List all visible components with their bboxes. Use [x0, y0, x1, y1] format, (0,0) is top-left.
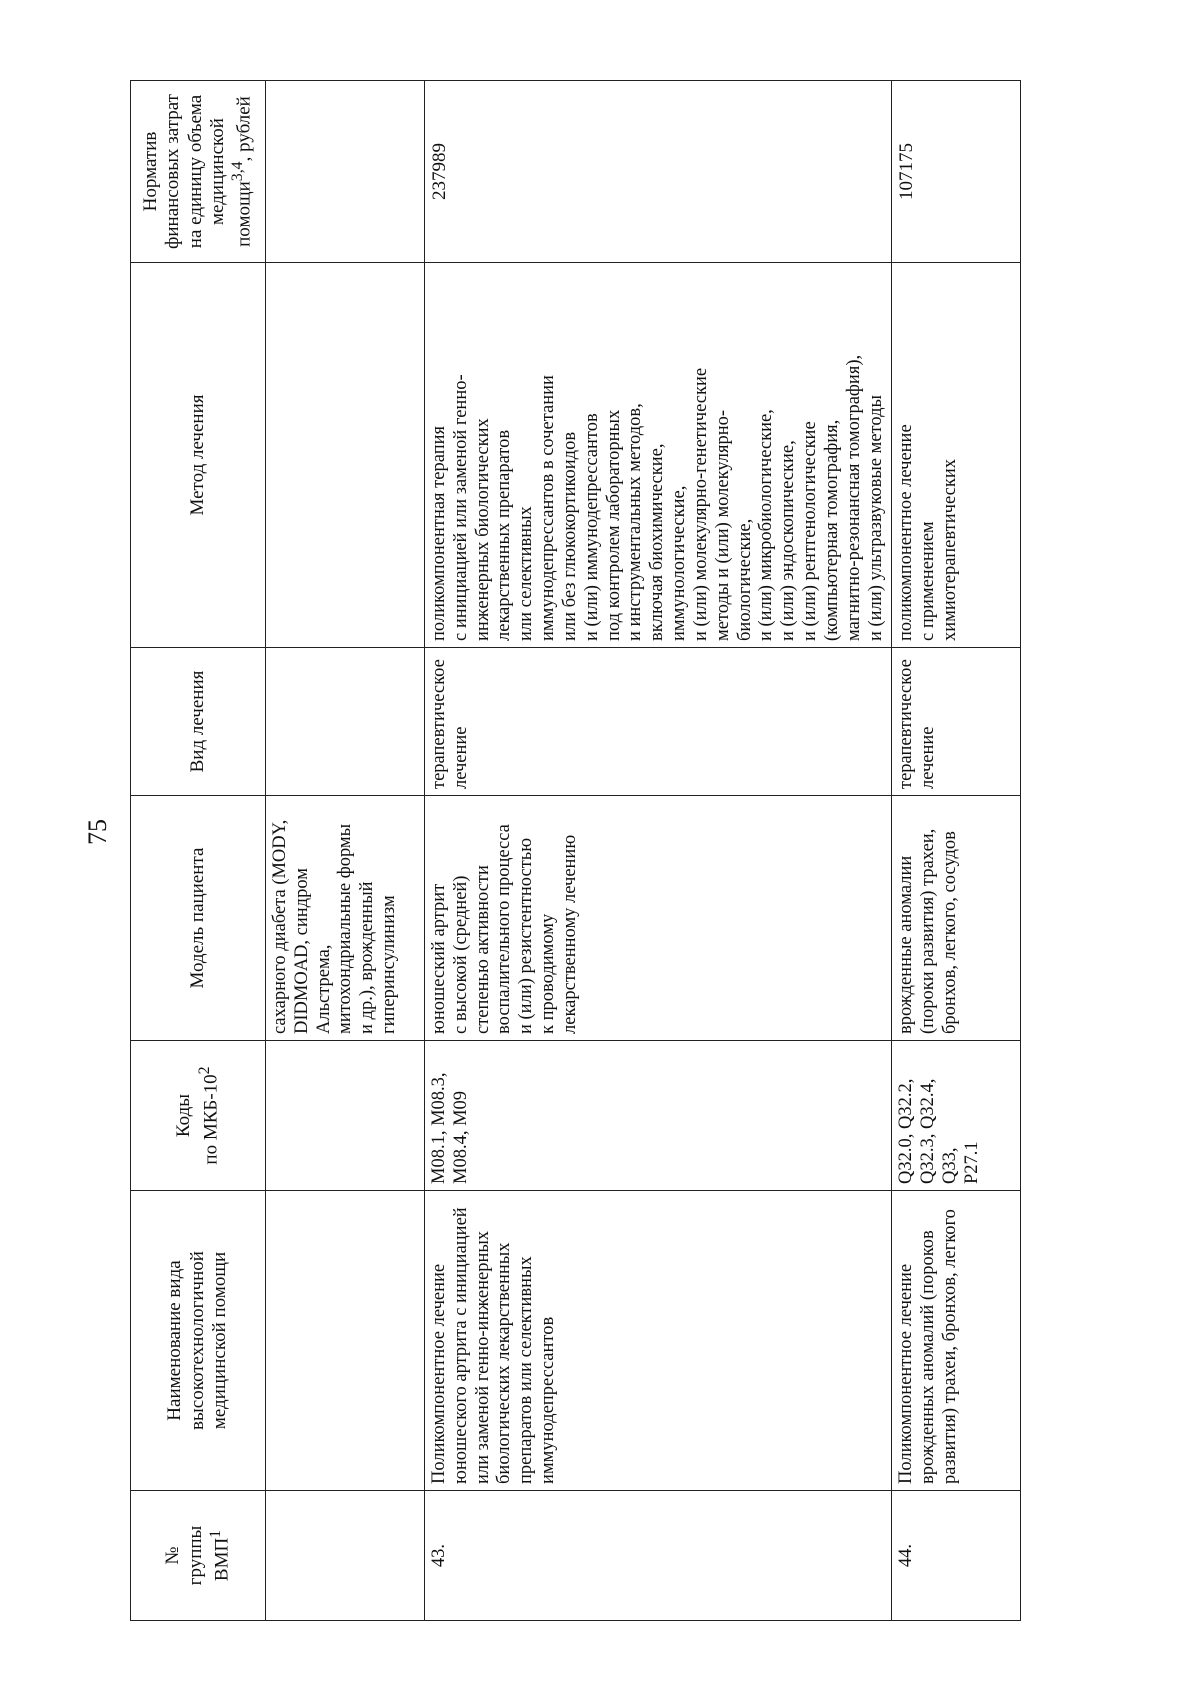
cell-name: [266, 1191, 425, 1491]
header-treatment-method: Метод лечения: [131, 263, 266, 648]
cell-patient-model: врожденные аномалии (пороки развития) трахеи, бронхов, легкого, сосудов: [892, 796, 1021, 1041]
cell-patient-model: сахарного диабета (MODY, DIDMOAD, синдром Альстрема, митохондриальные формы и др.), врожденный гиперинсулинизм: [266, 796, 425, 1041]
header-group-number: № группы ВМП$^1$: [131, 1491, 266, 1621]
cell-treatment-method: поликомпонентная терапия с инициацией или заменой генно- инженерных биологических лекарственных препаратов или селективных иммунодепрессантов в сочетании или без глюкокортикоидов и (или) иммунодепрессантов под контролем лабораторных и инструментальных методов, включая биохимические, иммунологические, и (или) молекулярно-генетические методы и (или) молекулярно- биологические, и (или) микробиологические, и (или) эндоскопические, и (или) рентгенологические (компьютерная томография, магнитно-резонансная томография), и (или) ультразвуковые методы: [425, 263, 892, 648]
table-row-44: [892, 81, 1021, 1621]
cell-name: Поликомпонентное лечение юношеского артрита с инициацией или заменой генно-инженерных биологических лекарственных препаратов или селективных иммунодепрессантов: [425, 1191, 892, 1491]
cell-cost: [266, 81, 425, 263]
cell-number: 43.: [425, 1491, 892, 1621]
cell-treatment-type: терапевтическое лечение: [892, 648, 1021, 796]
cell-cost: 107175: [892, 81, 1021, 263]
vmp-table: [130, 80, 1021, 1621]
table-sheet: [130, 81, 1130, 1621]
table-row-continuation: [266, 81, 425, 1621]
header-care-name: Наименование вида высокотехнологичной медицинской помощи: [131, 1191, 266, 1491]
cell-cost: 237989: [425, 81, 892, 263]
header-icd-codes: Коды по МКБ-$10^2$: [131, 1041, 266, 1191]
page-number: 75: [83, 819, 112, 845]
cell-number: [266, 1491, 425, 1621]
header-patient-model: Модель пациента: [131, 796, 266, 1041]
cell-treatment-type: [266, 648, 425, 796]
cell-treatment-type: терапевтическое лечение: [425, 648, 892, 796]
cell-name: Поликомпонентное лечение врожденных аномалий (пороков развития) трахеи, бронхов, легкого: [892, 1191, 1021, 1491]
cell-treatment-method: [266, 263, 425, 648]
header-cost-standard: Норматив финансовых затрат на единицу объема медицинской помощи$^{3,4}$, рублей: [131, 81, 266, 263]
table-header-row: [131, 81, 266, 1621]
cell-icd: M08.1, M08.3, M08.4, M09: [425, 1041, 892, 1191]
table-row-43: [425, 81, 892, 1621]
cell-patient-model: юношеский артрит с высокой (средней) степенью активности воспалительного процесса и (или) резистентностью к проводимому лекарственному лечению: [425, 796, 892, 1041]
cell-number: 44.: [892, 1491, 1021, 1621]
cell-treatment-method: поликомпонентное лечение с применением химиотерапевтических: [892, 263, 1021, 648]
header-treatment-type: Вид лечения: [131, 648, 266, 796]
cell-icd: Q32.0, Q32.2, Q32.3, Q32.4, Q33, P27.1: [892, 1041, 1021, 1191]
cell-icd: [266, 1041, 425, 1191]
